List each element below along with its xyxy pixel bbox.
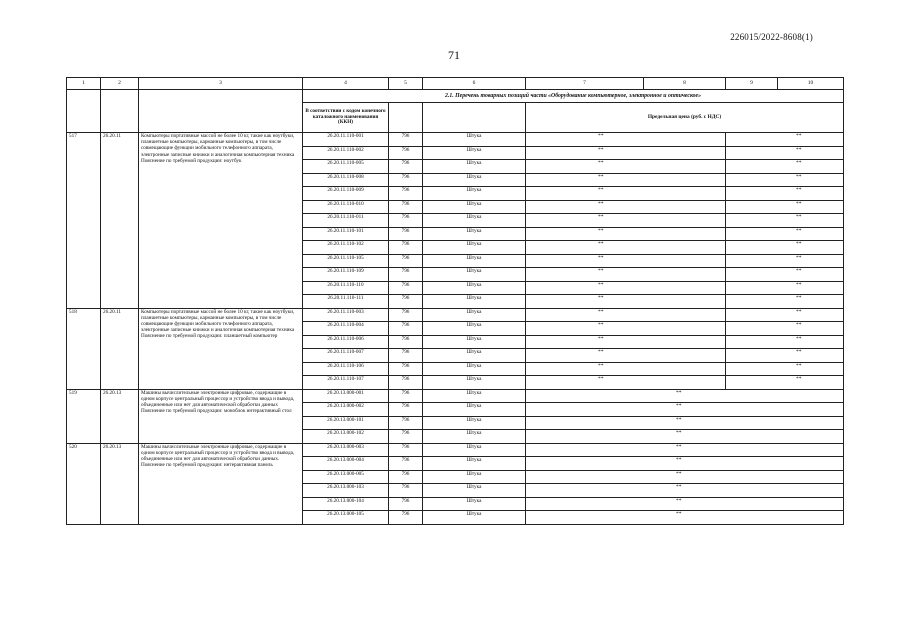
price-mark: ** (676, 511, 682, 517)
price-mark: ** (796, 308, 802, 315)
price-cell (526, 214, 726, 228)
col-num-1: 1 (67, 78, 101, 90)
price-mark: ** (796, 254, 802, 261)
unit-name: Штука (423, 214, 526, 228)
unit-name: Штука (423, 160, 526, 174)
col-num-10: 10 (778, 78, 844, 90)
unit-name: Штука (423, 187, 526, 201)
price-cell (526, 227, 726, 241)
price-mark: ** (676, 470, 682, 477)
unit-name: Штука (423, 322, 526, 336)
kkn-code: 26.20.13.000-104 (303, 497, 389, 511)
okei-code: 796 (389, 187, 423, 201)
product-description: Компьютеры портативные массой не более 10 кг, такие как ноутбуки, планшетные компьютеры, карманные компьютеры, в том числе совмещающие функции мобильного телефонного аппарата, электронные записные книжки и аналогичная компьютерная техника Пояснение по требуемой продукции: планшетный компьютер (139, 308, 303, 389)
price-mark: ** (598, 335, 604, 342)
unit-name: Штука (423, 146, 526, 160)
price-cell (726, 362, 844, 376)
unit-name: Штука (423, 335, 526, 349)
price-mark: ** (676, 484, 682, 490)
price-mark: ** (796, 146, 802, 153)
unit-name: Штука (423, 200, 526, 214)
price-cell (526, 416, 844, 430)
kkn-code: 26.20.11.110-111 (303, 295, 389, 309)
price-cell (726, 173, 844, 187)
col-num-2: 2 (101, 78, 139, 90)
price-mark: ** (796, 295, 802, 301)
price-cell (526, 187, 726, 201)
price-cell (726, 200, 844, 214)
price-mark: ** (598, 146, 604, 153)
price-cell (526, 254, 726, 268)
price-cell (526, 268, 726, 282)
unit-name: Штука (423, 416, 526, 430)
price-mark: ** (598, 133, 604, 139)
table-row (67, 389, 844, 403)
okei-code: 796 (389, 173, 423, 187)
unit-name: Штука (423, 497, 526, 511)
price-mark: ** (676, 430, 682, 436)
kkn-code: 26.20.11.110-005 (303, 160, 389, 174)
subheader-row (67, 103, 844, 133)
price-mark: ** (796, 173, 802, 180)
price-cell (526, 173, 726, 187)
price-mark: ** (676, 497, 682, 504)
okpd-code: 26.20.11 (101, 308, 139, 389)
unit-name: Штука (423, 484, 526, 498)
position-number: 517 (67, 133, 101, 309)
page-number: 71 (448, 48, 460, 62)
price-mark: ** (796, 187, 802, 193)
kkn-code: 26.20.11.110-105 (303, 254, 389, 268)
col-num-5: 5 (389, 78, 423, 90)
kkn-code-header: В соответствии с кодом конечного каталожного наименования (ККН) (303, 103, 389, 133)
price-mark: ** (598, 160, 604, 166)
table-row (67, 308, 844, 322)
price-cell (526, 484, 844, 498)
position-number: 519 (67, 389, 101, 443)
unit-name: Штука (423, 227, 526, 241)
price-mark: ** (598, 362, 604, 369)
empty-cell (101, 90, 139, 103)
okei-code: 796 (389, 497, 423, 511)
empty-cell (389, 103, 423, 133)
price-mark: ** (676, 443, 682, 450)
price-mark: ** (598, 187, 604, 193)
document-number: 226015/2022-8608(1) (730, 32, 813, 42)
price-cell (526, 403, 844, 417)
unit-name: Штука (423, 457, 526, 471)
kkn-code: 26.20.11.110-106 (303, 362, 389, 376)
empty-cell (423, 103, 526, 133)
okei-code: 796 (389, 160, 423, 174)
position-number: 518 (67, 308, 101, 389)
price-cell (526, 389, 844, 403)
price-mark: ** (598, 268, 604, 274)
okei-code: 796 (389, 268, 423, 282)
price-cell (526, 295, 726, 309)
kkn-code: 26.20.11.110-003 (303, 308, 389, 322)
unit-name: Штука (423, 133, 526, 147)
kkn-code: 26.20.11.110-101 (303, 227, 389, 241)
price-cell (726, 308, 844, 322)
unit-name: Штука (423, 403, 526, 417)
price-mark: ** (796, 200, 802, 207)
price-cell (526, 160, 726, 174)
kkn-code: 26.20.13.000-001 (303, 389, 389, 403)
kkn-code: 26.20.11.110-001 (303, 133, 389, 147)
price-mark: ** (598, 241, 604, 247)
okei-code: 796 (389, 335, 423, 349)
okei-code: 796 (389, 403, 423, 417)
price-cell (726, 268, 844, 282)
kkn-code: 26.20.13.000-102 (303, 430, 389, 444)
product-description: Машины вычислительные электронные цифровые, содержащие в одном корпусе центральный процессор и устройство ввода и вывода, объединенные или нет для автоматической обработки данных Пояснение по требуемой продукции: моноблок интерактивный стол (139, 389, 303, 443)
price-cell (726, 214, 844, 228)
unit-name: Штука (423, 308, 526, 322)
price-mark: ** (598, 281, 604, 288)
unit-name: Штука (423, 349, 526, 363)
unit-name: Штука (423, 295, 526, 309)
price-mark: ** (598, 308, 604, 315)
price-mark: ** (598, 376, 604, 382)
price-cell (526, 335, 726, 349)
price-mark: ** (796, 241, 802, 247)
kkn-code: 26.20.13.000-002 (303, 403, 389, 417)
kkn-code: 26.20.11.110-006 (303, 335, 389, 349)
okpd-code: 26.20.13 (101, 389, 139, 443)
kkn-code: 26.20.11.110-004 (303, 322, 389, 336)
kkn-code: 26.20.11.110-008 (303, 173, 389, 187)
empty-cell (139, 103, 303, 133)
unit-name: Штука (423, 268, 526, 282)
price-cell (526, 457, 844, 471)
okei-code: 796 (389, 416, 423, 430)
price-cell (526, 362, 726, 376)
okei-code: 796 (389, 200, 423, 214)
table-row (67, 443, 844, 457)
kkn-code: 26.20.13.000-003 (303, 443, 389, 457)
okei-code: 796 (389, 227, 423, 241)
okei-code: 796 (389, 308, 423, 322)
price-cell (526, 146, 726, 160)
price-cell (526, 497, 844, 511)
product-description: Машины вычислительные электронные цифровые, содержащие в одном корпусе центральный процессор и устройство ввода и вывода, объединенные или нет для автоматической обработки данных. Пояснение по требуемой продукции: интерактивная панель (139, 443, 303, 524)
price-mark: ** (796, 281, 802, 288)
okpd-code: 26.20.11 (101, 133, 139, 309)
price-mark: ** (598, 349, 604, 355)
okei-code: 796 (389, 281, 423, 295)
price-cell (726, 133, 844, 147)
price-cell (526, 241, 726, 255)
price-mark: ** (598, 254, 604, 261)
price-mark: ** (598, 214, 604, 220)
kkn-code: 26.20.11.110-110 (303, 281, 389, 295)
price-cell (726, 335, 844, 349)
section-row (67, 90, 844, 103)
okei-code: 796 (389, 322, 423, 336)
unit-name: Штука (423, 376, 526, 390)
okei-code: 796 (389, 362, 423, 376)
price-mark: ** (796, 376, 802, 382)
price-cell (726, 254, 844, 268)
price-mark: ** (796, 335, 802, 342)
price-cell (726, 349, 844, 363)
price-table (66, 77, 844, 525)
unit-name: Штука (423, 241, 526, 255)
okei-code: 796 (389, 511, 423, 525)
unit-name: Штука (423, 281, 526, 295)
kkn-code: 26.20.11.110-010 (303, 200, 389, 214)
price-cell (726, 322, 844, 336)
kkn-code: 26.20.11.110-107 (303, 376, 389, 390)
price-cell (526, 281, 726, 295)
price-mark: ** (676, 416, 682, 423)
kkn-code: 26.20.13.000-101 (303, 416, 389, 430)
okei-code: 796 (389, 214, 423, 228)
price-cell (526, 376, 726, 390)
price-cell (726, 295, 844, 309)
kkn-code: 26.20.13.000-004 (303, 457, 389, 471)
price-mark: ** (796, 227, 802, 234)
price-cell (526, 200, 726, 214)
okei-code: 796 (389, 241, 423, 255)
price-mark: ** (796, 160, 802, 166)
col-num-6: 6 (423, 78, 526, 90)
okei-code: 796 (389, 133, 423, 147)
product-description: Компьютеры портативные массой не более 10 кг, такие как ноутбуки, планшетные компьютеры, карманные компьютеры, в том числе совмещающие функции мобильного телефонного аппарата, электронные записные книжки и аналогичная компьютерная техника Пояснение по требуемой продукции: ноутбук (139, 133, 303, 309)
price-mark: ** (796, 268, 802, 274)
okei-code: 796 (389, 389, 423, 403)
price-mark: ** (598, 322, 604, 328)
price-mark: ** (796, 362, 802, 369)
column-number-row (67, 78, 844, 90)
price-cell (526, 133, 726, 147)
price-cell (726, 146, 844, 160)
price-mark: ** (598, 295, 604, 301)
unit-name: Штука (423, 430, 526, 444)
price-cell (526, 308, 726, 322)
price-cell (726, 187, 844, 201)
unit-name: Штука (423, 443, 526, 457)
empty-cell (67, 90, 101, 103)
empty-cell (139, 90, 303, 103)
price-cell (526, 430, 844, 444)
kkn-code: 26.20.11.110-009 (303, 187, 389, 201)
empty-cell (67, 103, 101, 133)
price-mark: ** (598, 200, 604, 207)
price-header: Предельная цена (руб. с НДС) (526, 103, 844, 133)
price-mark: ** (598, 227, 604, 234)
unit-name: Штука (423, 254, 526, 268)
price-mark: ** (796, 322, 802, 328)
empty-cell (101, 103, 139, 133)
price-cell (726, 281, 844, 295)
kkn-code: 26.20.11.110-109 (303, 268, 389, 282)
price-mark: ** (676, 403, 682, 409)
okei-code: 796 (389, 484, 423, 498)
price-mark: ** (796, 214, 802, 220)
kkn-code: 26.20.11.110-002 (303, 146, 389, 160)
table-row (67, 133, 844, 147)
okei-code: 796 (389, 457, 423, 471)
price-cell (526, 443, 844, 457)
price-mark: ** (598, 173, 604, 180)
okei-code: 796 (389, 443, 423, 457)
col-num-8: 8 (644, 78, 726, 90)
okei-code: 796 (389, 254, 423, 268)
kkn-code: 26.20.13.000-005 (303, 470, 389, 484)
price-mark: ** (676, 389, 682, 396)
unit-name: Штука (423, 470, 526, 484)
price-cell (526, 511, 844, 525)
okei-code: 796 (389, 349, 423, 363)
unit-name: Штука (423, 511, 526, 525)
price-mark: ** (676, 457, 682, 463)
price-cell (526, 322, 726, 336)
unit-name: Штука (423, 173, 526, 187)
col-num-4: 4 (303, 78, 389, 90)
price-cell (726, 376, 844, 390)
okei-code: 796 (389, 430, 423, 444)
price-mark: ** (796, 133, 802, 139)
kkn-code: 26.20.13.000-105 (303, 511, 389, 525)
price-cell (726, 160, 844, 174)
col-num-7: 7 (526, 78, 644, 90)
okei-code: 796 (389, 295, 423, 309)
kkn-code: 26.20.13.000-103 (303, 484, 389, 498)
okei-code: 796 (389, 146, 423, 160)
okei-code: 796 (389, 470, 423, 484)
price-cell (726, 241, 844, 255)
kkn-code: 26.20.11.110-007 (303, 349, 389, 363)
kkn-code: 26.20.11.110-102 (303, 241, 389, 255)
position-number: 520 (67, 443, 101, 524)
unit-name: Штука (423, 389, 526, 403)
price-cell (726, 227, 844, 241)
unit-name: Штука (423, 362, 526, 376)
kkn-code: 26.20.11.110-011 (303, 214, 389, 228)
col-num-9: 9 (726, 78, 778, 90)
price-cell (526, 349, 726, 363)
section-title: 2.1. Перечень товарных позиций части «Оборудование компьютерное, электронное и оптическое» (303, 90, 844, 103)
price-cell (526, 470, 844, 484)
col-num-3: 3 (139, 78, 303, 90)
okei-code: 796 (389, 376, 423, 390)
okpd-code: 26.20.13 (101, 443, 139, 524)
price-mark: ** (796, 349, 802, 355)
